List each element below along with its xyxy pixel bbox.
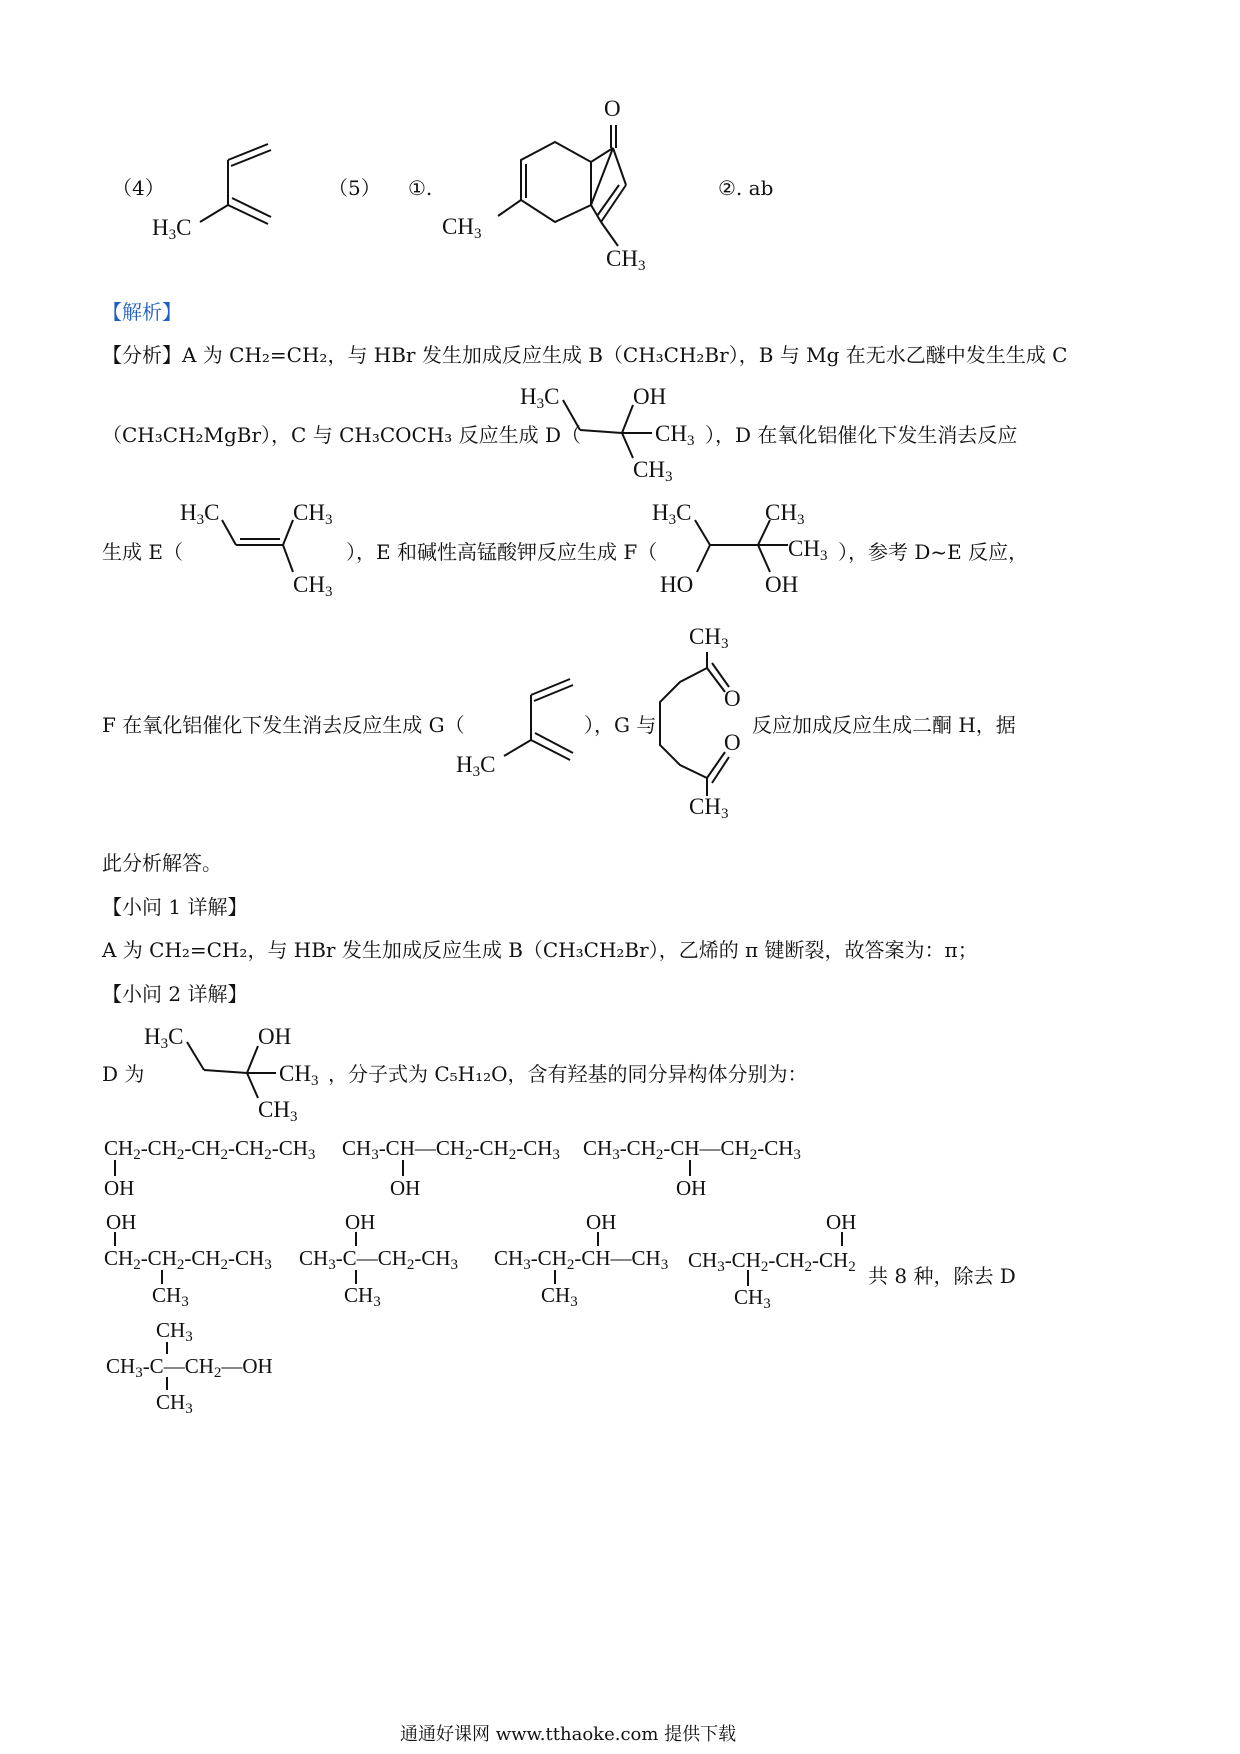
molecule-e-ch3-bottom: $CH_3$	[293, 572, 333, 600]
isomer-8-top-ch3: $CH_3$	[156, 1318, 193, 1345]
molecule-d-oh: OH	[633, 384, 667, 409]
analysis-header: 【解析】	[102, 300, 182, 324]
analysis-line-1-text: A 为 CH₂=CH₂，与 HBr 发生加成反应生成 B（CH₃CH₂Br），B 与 Mg 在无水乙醚中发生生成 C	[182, 343, 1068, 367]
analysis-line-3b: ），E 和碱性高锰酸钾反应生成 F（	[346, 540, 658, 564]
isomer-4-main: $CH_2-CH_2-CH_2-CH_3$	[104, 1246, 272, 1273]
isomer-4-ch3: $CH_3$	[152, 1283, 189, 1310]
diketone-o-bottom: O	[724, 730, 741, 755]
molecule-d-h3c: $H_3C$	[520, 384, 560, 412]
isomer-1-main: $CH_2-CH_2-CH_2-CH_2-CH_3$	[104, 1136, 316, 1163]
molecule-f-ho: HO	[660, 572, 694, 597]
q4-label: （4）	[112, 176, 165, 200]
q2-d-ch3-bottom: $CH_3$	[258, 1097, 298, 1125]
isomer-2-main: $CH_3-CH—CH_2-CH_2-CH_3$	[342, 1136, 560, 1163]
q5-label: （5）	[328, 176, 381, 200]
page-footer: 通通好课网 www.tthaoke.com 提供下载	[400, 1724, 737, 1745]
isomer-5-ch3: $CH_3$	[344, 1283, 381, 1310]
molecule-e-ch3-top: $CH_3$	[293, 500, 333, 528]
diketone-ch3-top: $CH_3$	[689, 624, 729, 652]
analysis-line-4c: 反应加成反应生成二酮 H，据	[752, 713, 1016, 737]
q5-oxygen-label: O	[604, 96, 621, 121]
q1-text: A 为 CH₂=CH₂，与 HBr 发生加成反应生成 B（CH₃CH₂Br），乙烯的 π 键断裂，故答案为：π；	[102, 938, 978, 962]
q5-part1-label: ①.	[408, 176, 433, 200]
q2-d-ch3-right: $CH_3$	[279, 1061, 319, 1089]
analysis-line-5: 此分析解答。	[102, 851, 222, 875]
analysis-line-4b: ），G 与	[584, 713, 657, 737]
molecule-d-ch3-bottom: $CH_3$	[633, 457, 673, 485]
q5-ch3-bottom-label: $CH_3$	[606, 246, 646, 274]
isomer-8-main: $CH_3-C—CH_2—OH$	[106, 1354, 273, 1381]
isomer-2-oh: OH	[390, 1176, 421, 1200]
molecule-d-ch3-right: $CH_3$	[655, 421, 695, 449]
molecule-f-oh: OH	[765, 572, 799, 597]
molecule-e-h3c: $H_3C$	[180, 500, 220, 528]
isomer-8-bottom-ch3: $CH_3$	[156, 1390, 193, 1417]
isomer-4-oh: OH	[106, 1210, 137, 1234]
q5-part2-label: ②. ab	[718, 176, 774, 200]
analysis-line-2b: ），D 在氧化铝催化下发生消去反应	[705, 423, 1018, 447]
q2-d-h3c: $H_3C$	[144, 1024, 184, 1052]
diketone-ch3-bottom: $CH_3$	[689, 794, 729, 822]
isomer-7-oh: OH	[826, 1210, 857, 1234]
isomer-6-oh: OH	[586, 1210, 617, 1234]
q2-d-oh: OH	[258, 1024, 292, 1049]
q2-header: 【小问 2 详解】	[102, 982, 248, 1006]
isomer-6-ch3: $CH_3$	[541, 1283, 578, 1310]
isomer-5-main: $CH_3-C—CH_2-CH_3$	[299, 1246, 459, 1273]
q2-count-text: 共 8 种，除去 D	[868, 1264, 1016, 1288]
isomer-7-ch3: $CH_3$	[734, 1285, 771, 1312]
q2-d-suffix: ，分子式为 C₅H₁₂O，含有羟基的同分异构体分别为：	[328, 1062, 808, 1086]
isomer-7-main: $CH_3-CH_2-CH_2-CH_2$	[688, 1248, 856, 1275]
analysis-line-2a: （CH₃CH₂MgBr），C 与 CH₃COCH₃ 反应生成 D（	[102, 423, 582, 447]
q2-d-prefix: D 为	[102, 1062, 145, 1086]
q5-ch3-left-label: $CH_3$	[442, 214, 482, 242]
analysis-line-4a: F 在氧化铝催化下发生消去反应生成 G（	[102, 713, 465, 737]
isomer-5-oh: OH	[345, 1210, 376, 1234]
molecule-g-h3c: $H_3C$	[456, 752, 496, 780]
molecule-f-h3c: $H_3C$	[652, 500, 692, 528]
molecule-f-ch3-top: $CH_3$	[765, 500, 805, 528]
analysis-tag: 【分析】	[102, 343, 182, 367]
q1-header: 【小问 1 详解】	[102, 895, 248, 919]
isomer-3-oh: OH	[676, 1176, 707, 1200]
analysis-line-3a: 生成 E（	[102, 540, 183, 564]
isomer-3-main: $CH_3-CH_2-CH—CH_2-CH_3$	[583, 1136, 801, 1163]
q4-h3c-label: $H_3C$	[152, 215, 192, 243]
analysis-line-3c: ），参考 D~E 反应，	[838, 540, 1029, 564]
diketone-o-top: O	[724, 686, 741, 711]
molecule-f-ch3-right: $CH_3$	[788, 536, 828, 564]
isomer-1-oh: OH	[104, 1176, 135, 1200]
isomer-6-main: $CH_3-CH_2-CH—CH_3$	[494, 1246, 669, 1273]
